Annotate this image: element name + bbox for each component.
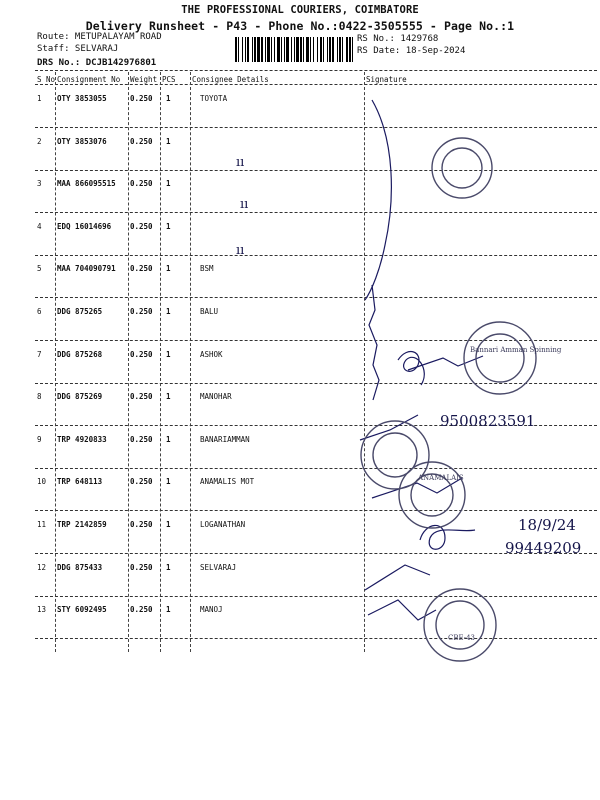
row-weight: 0.250 — [130, 94, 153, 103]
ditto-mark: ıı — [240, 197, 249, 212]
row-sno: 8 — [37, 392, 42, 401]
signature-row11 — [420, 525, 475, 549]
row-consignment-no: TRP 4920833 — [57, 435, 107, 444]
row-pcs: 1 — [166, 307, 171, 316]
row-sno: 5 — [37, 264, 42, 273]
row-sno: 9 — [37, 435, 42, 444]
row-separator — [35, 340, 597, 341]
col-header-consignee: Consignee Details — [192, 75, 269, 84]
col-header-pcs: PCS — [162, 75, 176, 84]
company-title: THE PROFESSIONAL COURIERS, COIMBATORE — [181, 4, 419, 16]
barcode — [235, 37, 353, 62]
row-weight: 0.250 — [130, 137, 153, 146]
row-separator — [35, 553, 597, 554]
route-label: Route: METUPALAYAM ROAD — [37, 32, 162, 42]
stamp-circle — [424, 589, 496, 661]
row-separator — [35, 638, 597, 639]
col-divider — [190, 72, 191, 652]
handwritten-phone: 9500823591 — [440, 412, 536, 430]
stamp-text: Bannari Amman Spinning — [470, 346, 562, 354]
row-pcs: 1 — [166, 222, 171, 231]
rs-date: RS Date: 18-Sep-2024 — [357, 46, 466, 56]
row-consignment-no: TRP 648113 — [57, 477, 103, 486]
row-consignee: MANOHAR — [200, 392, 232, 401]
ditto-mark: ıı — [236, 155, 245, 170]
row-weight: 0.250 — [130, 605, 153, 614]
row-consignment-no: MAA 866095515 — [57, 179, 116, 188]
row-separator — [35, 596, 597, 597]
stamp-text: CBE-43 — [448, 634, 476, 642]
row-consignee: BANARIAMMAN — [200, 435, 250, 444]
col-header-signature: Signature — [366, 75, 407, 84]
row-consignee: ASHOK — [200, 350, 223, 359]
row-separator — [35, 468, 597, 469]
row-pcs: 1 — [166, 477, 171, 486]
row-consignee: BALU — [200, 307, 219, 316]
row-weight: 0.250 — [130, 350, 153, 359]
row-consignment-no: DDG 875268 — [57, 350, 103, 359]
col-divider — [55, 72, 56, 652]
col-divider — [364, 72, 365, 652]
stamp-text: ANAMALAIS — [418, 474, 464, 482]
stamp-circle — [361, 421, 429, 489]
bracket-signature-stroke — [365, 100, 391, 300]
row-separator — [35, 127, 597, 128]
row-weight: 0.250 — [130, 307, 153, 316]
row-pcs: 1 — [166, 435, 171, 444]
row-consignment-no: MAA 704090791 — [57, 264, 116, 273]
row-weight: 0.250 — [130, 520, 153, 529]
header-rule-bottom — [35, 84, 597, 85]
row-pcs: 1 — [166, 563, 171, 572]
row-pcs: 1 — [166, 179, 171, 188]
row-consignee: LOGANATHAN — [200, 520, 246, 529]
col-divider — [160, 72, 161, 652]
staff-label: Staff: SELVARAJ — [37, 44, 119, 54]
row-consignment-no: STY 6092495 — [57, 605, 107, 614]
row-consignee: ANAMALIS MOT — [200, 477, 255, 486]
row-separator — [35, 255, 597, 256]
row-pcs: 1 — [166, 392, 171, 401]
row-weight: 0.250 — [130, 435, 153, 444]
signature-row13 — [368, 600, 436, 620]
row-pcs: 1 — [166, 137, 171, 146]
signature-row12 — [365, 565, 430, 590]
row-sno: 1 — [37, 94, 42, 103]
row-sno: 2 — [37, 137, 42, 146]
row-sno: 11 — [37, 520, 47, 529]
row-separator — [35, 212, 597, 213]
row-weight: 0.250 — [130, 264, 153, 273]
header-rule-top — [35, 70, 597, 71]
rs-number: RS No.: 1429768 — [357, 34, 439, 44]
row-consignment-no: OTY 3853055 — [57, 94, 107, 103]
ditto-mark: ıı — [236, 243, 245, 258]
col-header-sno: S No — [37, 75, 56, 84]
row-separator — [35, 297, 597, 298]
row-consignment-no: TRP 2142859 — [57, 520, 107, 529]
signature-row7 — [398, 352, 424, 385]
row-sno: 10 — [37, 477, 47, 486]
row-sno: 4 — [37, 222, 42, 231]
row-pcs: 1 — [166, 264, 171, 273]
row-weight: 0.250 — [130, 477, 153, 486]
row-consignee: SELVARAJ — [200, 563, 237, 572]
row-weight: 0.250 — [130, 392, 153, 401]
signature-row10 — [372, 478, 462, 498]
runsheet-title: Delivery Runsheet - P43 - Phone No.:0422-3505555 - Page No.:1 — [85, 19, 515, 33]
row-consignment-no: OTY 3853076 — [57, 137, 107, 146]
row-sno: 6 — [37, 307, 42, 316]
stamp-circle — [399, 462, 465, 528]
drs-number: DRS No.: DCJB142976801 — [37, 58, 157, 68]
row-consignment-no: DDG 875433 — [57, 563, 103, 572]
row-sno: 3 — [37, 179, 42, 188]
row-separator — [35, 510, 597, 511]
row-pcs: 1 — [166, 350, 171, 359]
row-pcs: 1 — [166, 94, 171, 103]
row-weight: 0.250 — [130, 222, 153, 231]
row-consignment-no: DDG 875269 — [57, 392, 103, 401]
row-separator — [35, 170, 597, 171]
row-sno: 13 — [37, 605, 47, 614]
row-weight: 0.250 — [130, 179, 153, 188]
handwritten-date: 18/9/24 — [518, 516, 576, 534]
row-weight: 0.250 — [130, 563, 153, 572]
row-consignee: TOYOTA — [200, 94, 228, 103]
signature-row9 — [360, 415, 418, 440]
col-divider — [128, 72, 129, 652]
row-separator — [35, 383, 597, 384]
col-header-consignment: Consignment No — [57, 75, 121, 84]
row-pcs: 1 — [166, 520, 171, 529]
stamp-circle — [432, 138, 492, 198]
row-consignment-no: DDG 875265 — [57, 307, 103, 316]
col-header-weight: Weight — [130, 75, 158, 84]
row-consignee: MANOJ — [200, 605, 223, 614]
row-separator — [35, 425, 597, 426]
row-sno: 7 — [37, 350, 42, 359]
row-sno: 12 — [37, 563, 47, 572]
signature-row7-tail — [408, 356, 483, 370]
handwritten-phone: 99449209 — [505, 539, 582, 557]
row-consignee: BSM — [200, 264, 214, 273]
row-consignment-no: EDQ 16014696 — [57, 222, 112, 231]
row-pcs: 1 — [166, 605, 171, 614]
